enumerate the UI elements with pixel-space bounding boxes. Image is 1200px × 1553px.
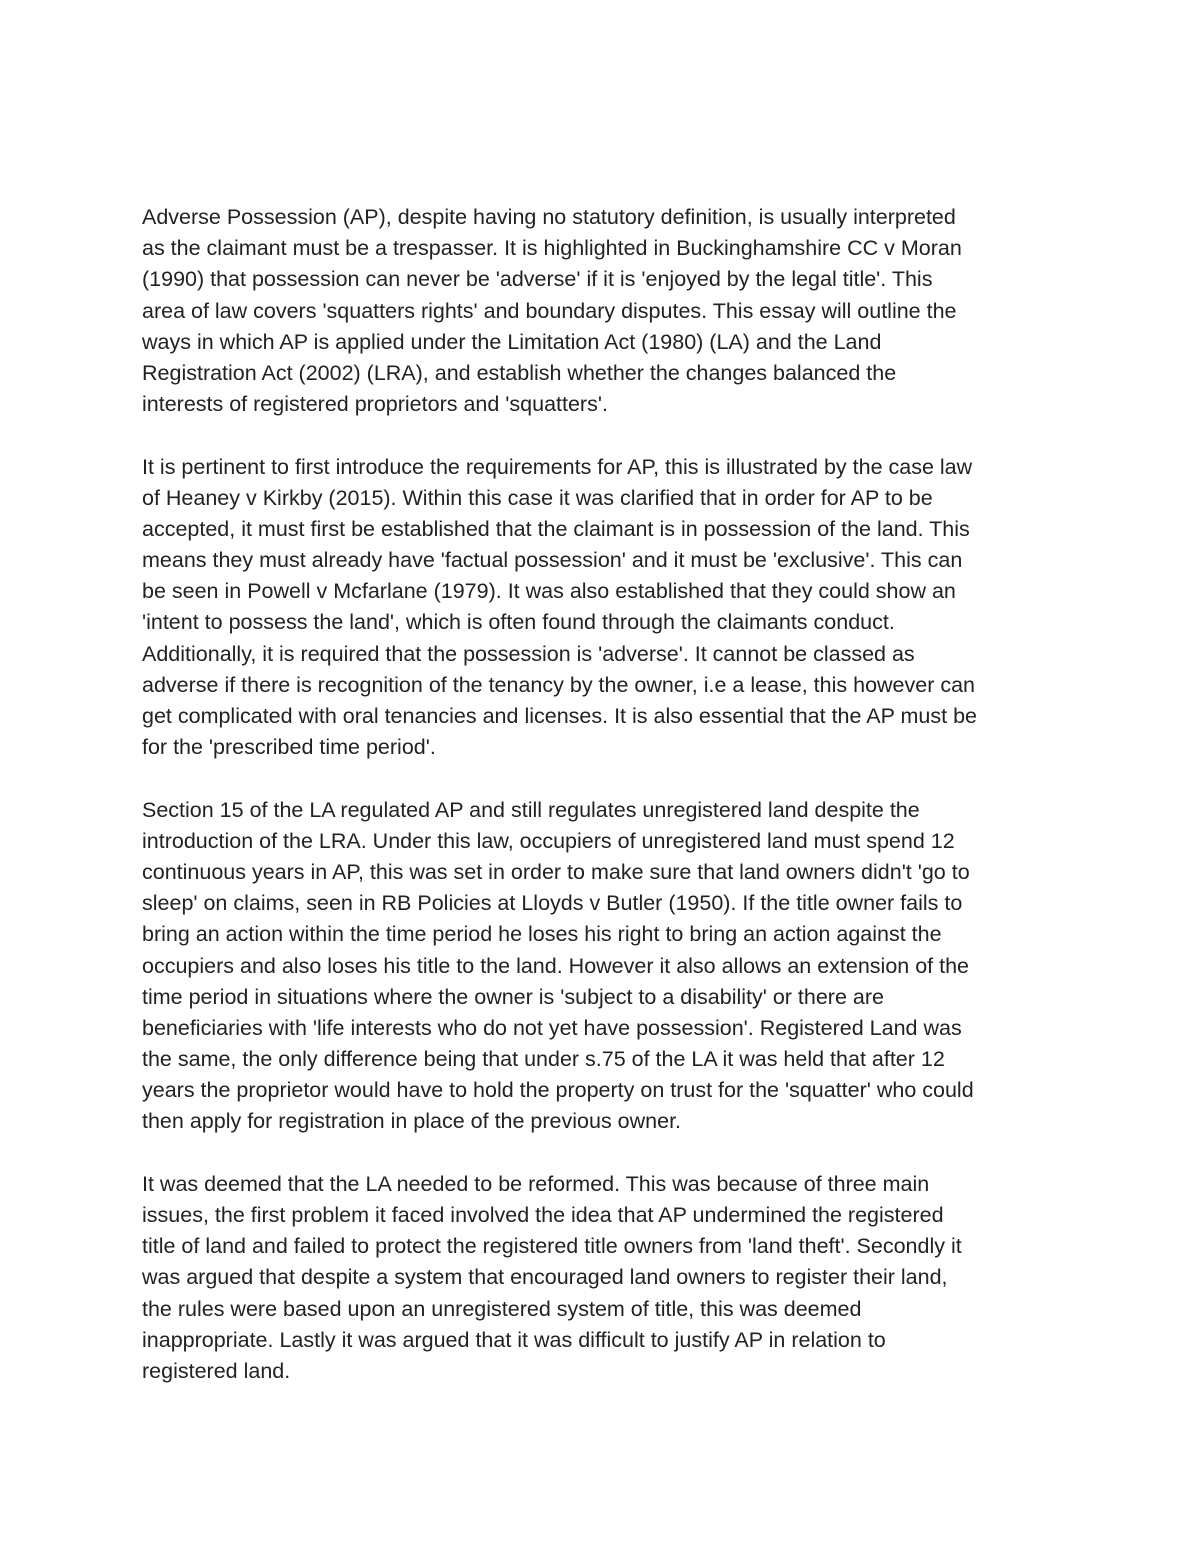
paragraph-requirements [142, 452, 1072, 764]
text-line: Section 15 of the LA regulated AP and still regulates unregistered land despite the [142, 797, 920, 822]
text-line: adverse if there is recognition of the tenancy by the owner, i.e a lease, this however can [142, 672, 976, 697]
text-line: means they must already have 'factual possession' and it must be 'exclusive'. This can [142, 548, 963, 573]
paragraph-limitation-act [142, 795, 1072, 1138]
text-line: beneficiaries with 'life interests who do not yet have possession'. Registered Land was [142, 1015, 962, 1040]
text-line: introduction of the LRA. Under this law, occupiers of unregistered land must spend 12 [142, 828, 955, 853]
text-line: area of law covers 'squatters rights' and boundary disputes. This essay will outline the [142, 298, 957, 323]
text-line: the rules were based upon an unregistered system of title, this was deemed [142, 1296, 862, 1321]
text-line: get complicated with oral tenancies and licenses. It is also essential that the AP must be [142, 704, 977, 728]
text-line: for the 'prescribed time period'. [142, 735, 436, 760]
text-line: accepted, it must first be established that the claimant is in possession of the land. This [142, 516, 970, 541]
text-line: issues, the first problem it faced involved the idea that AP undermined the registered [142, 1203, 944, 1227]
paragraph-reform [142, 1169, 1072, 1387]
document-body [142, 202, 1072, 1387]
text-line: Registration Act (2002) (LRA), and establish whether the changes balanced the [142, 360, 897, 385]
text-line: title of land and failed to protect the registered title owners from 'land theft'. Secondly it [142, 1234, 962, 1259]
text-line: of Heaney v Kirkby (2015). Within this case it was clarified that in order for AP to be [142, 485, 933, 510]
text-line: It was deemed that the LA needed to be reformed. This was because of three main [142, 1171, 930, 1196]
text-line: ways in which AP is applied under the Limitation Act (1980) (LA) and the Land [142, 329, 882, 354]
paragraph-spacer [142, 763, 1072, 794]
text-line: interests of registered proprietors and 'squatters'. [142, 392, 608, 417]
text-line: registered land. [142, 1358, 291, 1383]
text-line: sleep' on claims, seen in RB Policies at Lloyds v Butler (1950). If the title owner fails to [142, 891, 963, 916]
text-line: as the claimant must be a trespasser. It is highlighted in Buckinghamshire CC v Moran [142, 236, 962, 261]
paragraph-spacer [142, 420, 1072, 451]
text-line: 'intent to possess the land', which is often found through the claimants conduct. [142, 610, 895, 635]
text-line: inappropriate. Lastly it was argued that it was difficult to justify AP in relation to [142, 1327, 886, 1352]
text-line: be seen in Powell v Mcfarlane (1979). It was also established that they could show an [142, 579, 956, 604]
text-line: was argued that despite a system that encouraged land owners to register their land, [142, 1265, 948, 1290]
text-line: Adverse Possession (AP), despite having no statutory definition, is usually interpreted [142, 205, 956, 229]
text-line: time period in situations where the owner is 'subject to a disability' or there are [142, 984, 884, 1009]
text-line: years the proprietor would have to hold the property on trust for the 'squatter' who could [142, 1078, 974, 1103]
text-line: occupiers and also loses his title to the land. However it also allows an extension of the [142, 953, 970, 978]
paragraph-spacer [142, 1138, 1072, 1169]
text-line: It is pertinent to first introduce the requirements for AP, this is illustrated by the case law [142, 454, 973, 479]
paragraph-introduction [142, 202, 1072, 420]
text-line: bring an action within the time period he loses his right to bring an action against the [142, 922, 942, 947]
text-line: then apply for registration in place of the previous owner. [142, 1109, 682, 1134]
text-line: continuous years in AP, this was set in order to make sure that land owners didn't 'go to [142, 859, 970, 884]
text-line: the same, the only difference being that under s.75 of the LA it was held that after 12 [142, 1047, 945, 1072]
text-line: (1990) that possession can never be 'adverse' if it is 'enjoyed by the legal title'. This [142, 267, 933, 292]
text-line: Additionally, it is required that the possession is 'adverse'. It cannot be classed as [142, 641, 915, 666]
